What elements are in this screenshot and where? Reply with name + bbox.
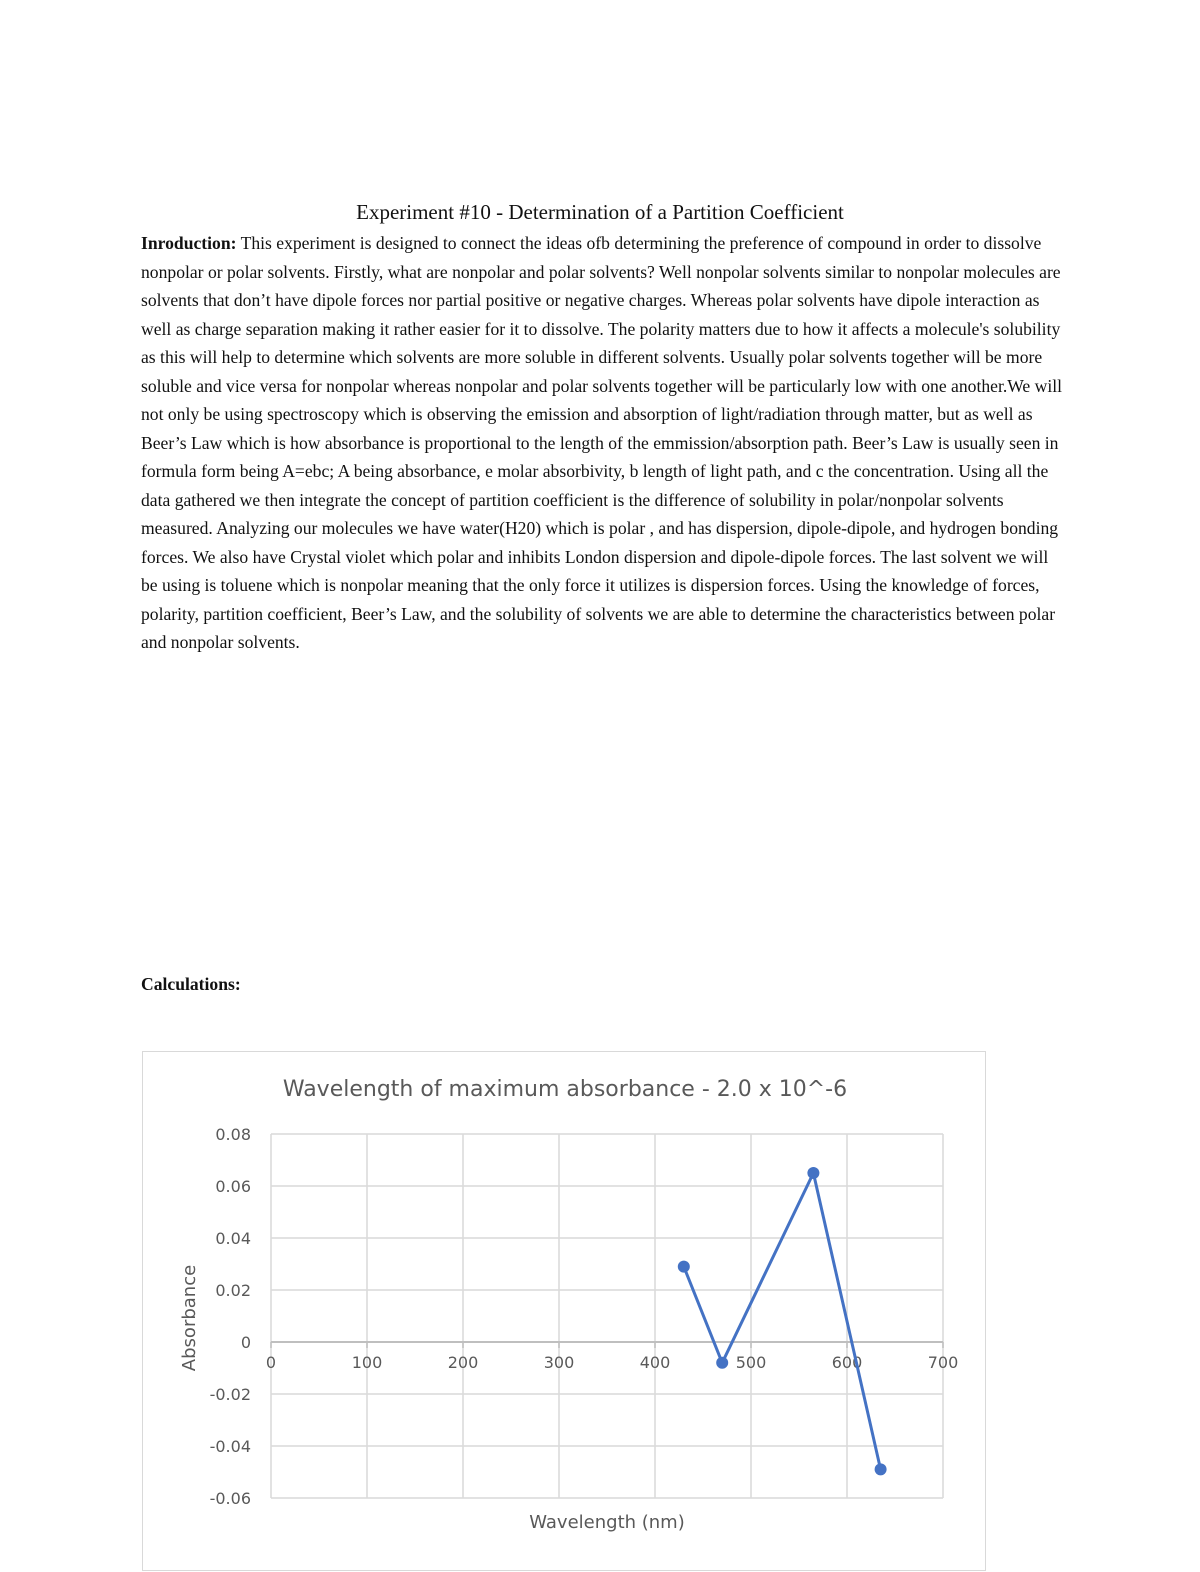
x-tick-label: 600 (831, 1353, 863, 1372)
x-tick-label: 0 (265, 1353, 277, 1372)
x-tick-label: 500 (735, 1353, 767, 1372)
y-tick-label: 0.02 (215, 1281, 251, 1300)
chart-axes (271, 1342, 943, 1348)
chart-frame (142, 1051, 986, 1571)
y-tick-label: 0 (240, 1333, 251, 1352)
data-point (678, 1261, 690, 1273)
x-tick-label: 400 (639, 1353, 671, 1372)
data-point (716, 1357, 728, 1369)
introduction-label: Inroduction: (141, 233, 237, 253)
absorbance-chart (143, 1052, 987, 1572)
x-tick-label: 300 (543, 1353, 575, 1372)
x-tick-label: 700 (927, 1353, 959, 1372)
chart-title: Wavelength of maximum absorbance - 2.0 x 10^-6 (282, 1077, 848, 1102)
calculations-heading: Calculations: (141, 974, 241, 994)
x-tick-label: 200 (447, 1353, 479, 1372)
introduction-paragraph (141, 229, 1066, 657)
x-axis-label: Wavelength (nm) (529, 1512, 685, 1533)
chart-series (678, 1167, 887, 1475)
introduction-text: This experiment is designed to connect the ideas ofb determining the preference of compound in order to dissolve nonpolar or polar solvents. Firstly, what are nonpolar and polar solvents? Well nonpolar solvents similar to nonpolar molecules are solvents that don’t have dipole forces nor partial positive or negative charges. Whereas polar solvents have dipole interaction as well as charge separation making it rather easier for it to dissolve. The polarity matters due to how it affects a molecule's solubility as this will help to determine which solvents are more soluble in different solvents. Usually polar solvents together will be more soluble and vice versa for nonpolar whereas nonpolar and polar solvents together will be particularly low with one another.We will not only be using spectroscopy which is observing the emission and absorption of light/radiation through matter, but as well as Beer’s Law which is how absorbance is proportional to the length of the emmission/absorption path. Beer’s Law is usually seen in formula form being A=ebc; A being absorbance, e molar absorbivity, b length of light path, and c the concentration. Using all the data gathered we then integrate the concept of partition coefficient is the difference of solubility in polar/nonpolar solvents measured. Analyzing our molecules we have water(H20) which is polar , and has dispersion, dipole-dipole, and hydrogen bonding forces. We also have Crystal violet which polar and inhibits London dispersion and dipole-dipole forces. The last solvent we will be using is toluene which is nonpolar meaning that the only force it utilizes is dispersion forces. Using the knowledge of forces, polarity, partition coefficient, Beer’s Law, and the solubility of solvents we are able to determine the characteristics between polar and nonpolar solvents. (141, 233, 1063, 652)
y-tick-label: 0.08 (215, 1125, 251, 1144)
y-tick-label: -0.04 (209, 1437, 251, 1456)
y-tick-label: 0.06 (215, 1177, 251, 1196)
data-point (875, 1463, 887, 1475)
data-point (807, 1167, 819, 1179)
y-axis-label: Absorbance (179, 1264, 200, 1372)
document-title: Experiment #10 - Determination of a Partition Coefficient (356, 200, 844, 224)
series-line (684, 1173, 881, 1469)
chart-grid (271, 1134, 943, 1498)
y-tick-label: -0.06 (209, 1489, 251, 1508)
y-tick-label: -0.02 (209, 1385, 251, 1404)
x-tick-label: 100 (351, 1353, 383, 1372)
y-tick-label: 0.04 (215, 1229, 251, 1248)
